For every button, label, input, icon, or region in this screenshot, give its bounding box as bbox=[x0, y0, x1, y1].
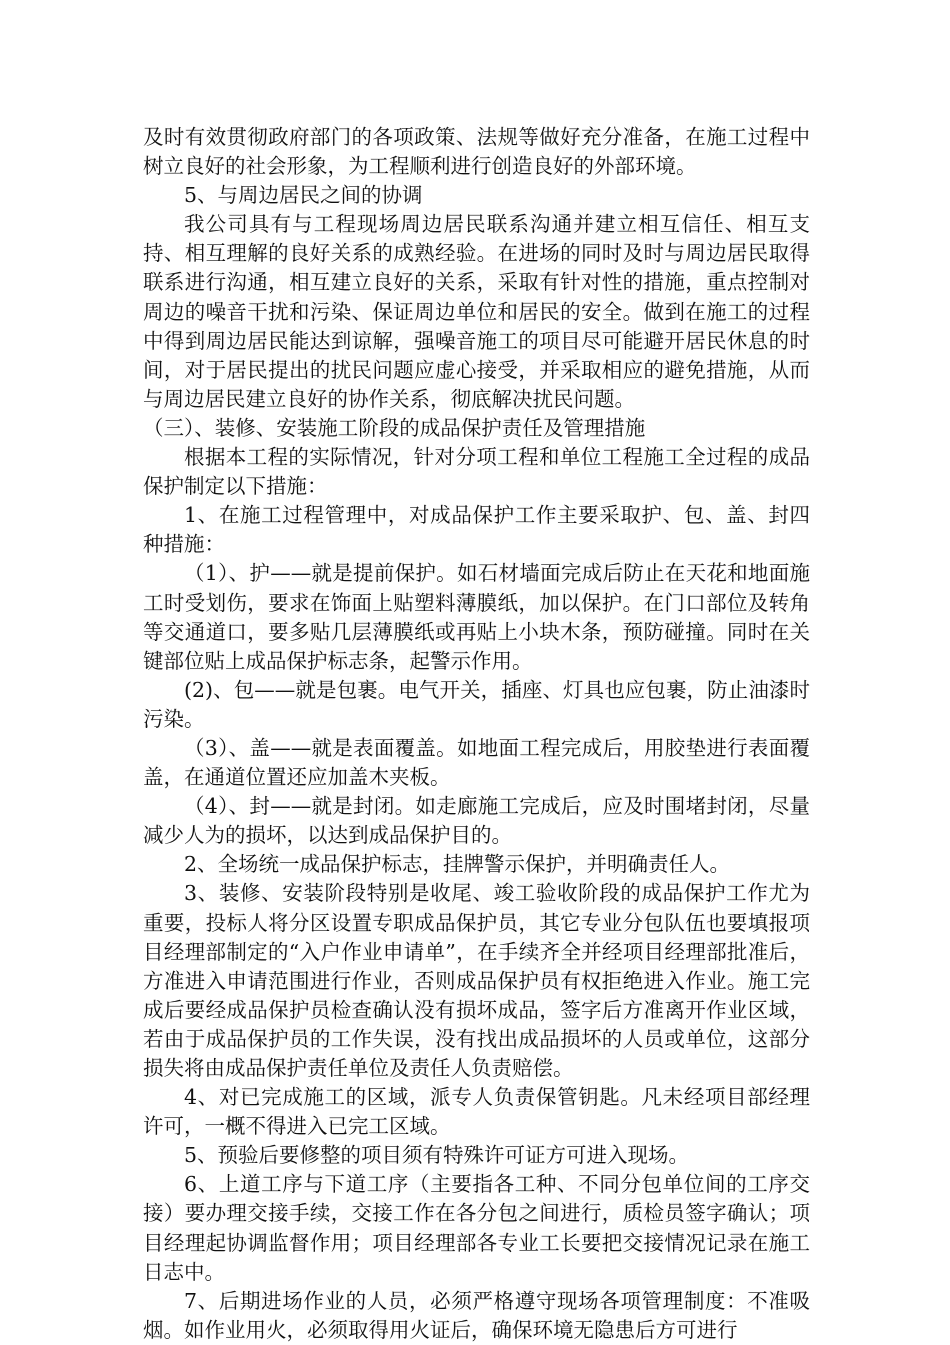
paragraph-item-1: 1、在施工过程管理中，对成品保护工作主要采取护、包、盖、封四种措施： bbox=[143, 503, 810, 557]
paragraph-item-4: 4、对已完成施工的区域，派专人负责保管钥匙。凡未经项目部经理许可，一概不得进入已完工区域。 bbox=[143, 1085, 810, 1139]
subsection-heading-neighbor-coordination: 5、与周边居民之间的协调 bbox=[184, 183, 423, 208]
paragraph-item-1-seal: （4）、封——就是封闭。如走廊施工完成后，应及时围堵封闭，尽量减少人为的损坏，以达到成品保护目的。 bbox=[143, 794, 810, 848]
paragraph-item-1-cover: （3）、盖——就是表面覆盖。如地面工程完成后，用胶垫进行表面覆盖，在通道位置还应加盖木夹板。 bbox=[143, 735, 810, 790]
paragraph-item-6: 6、上道工序与下道工序（主要指各工种、不同分包单位间的工序交接）要办理交接手续，交接工作在各分包之间进行，质检员签字确认；项目经理起协调监督作用；项目经理部各专业工长要把交接情况记录在施工日志中。 bbox=[143, 1172, 810, 1284]
paragraph-item-5: 5、预验后要修整的项目须有特殊许可证方可进入现场。 bbox=[184, 1143, 690, 1168]
document-page bbox=[143, 123, 810, 1345]
paragraph-item-1-protect: （1）、护——就是提前保护。如石材墙面完成后防止在天花和地面施工时受划伤，要求在饰面上贴塑料薄膜纸，加以保护。在门口部位及转角等交通道口，要多贴几层薄膜纸或再贴上小块木条，预防碰撞。同时在关键部位贴上成品保护标志条，起警示作用。 bbox=[143, 561, 810, 673]
paragraph-continuation: 及时有效贯彻政府部门的各项政策、法规等做好充分准备，在施工过程中树立良好的社会形象，为工程顺利进行创造良好的外部环境。 bbox=[143, 125, 810, 179]
paragraph-neighbor-coordination: 我公司具有与工程现场周边居民联系沟通并建立相互信任、相互支持、相互理解的良好关系的成熟经验。在进场的同时及时与周边居民取得联系进行沟通，相互建立良好的关系，采取有针对性的措施，重点控制对周边的噪音干扰和污染、保证周边单位和居民的安全。做到在施工的过程中得到周边居民能达到谅解，强噪音施工的项目尽可能避开居民休息的时间，对于居民提出的扰民问题应虚心接受，并采取相应的避免措施，从而与周边居民建立良好的协作关系，彻底解决扰民问题。 bbox=[143, 212, 810, 411]
paragraph-item-2: 2、全场统一成品保护标志，挂牌警示保护，并明确责任人。 bbox=[184, 852, 731, 877]
paragraph-item-3: 3、装修、安装阶段特别是收尾、竣工验收阶段的成品保护工作尤为重要，投标人将分区设置专职成品保护员，其它专业分包队伍也要填报项目经理部制定的“入户作业申请单”，在手续齐全并经项目经理部批准后，方准进入申请范围进行作业，否则成品保护员有权拒绝进入作业。施工完成后要经成品保护员检查确认没有损坏成品，签字后方准离开作业区域，若由于成品保护员的工作失误，没有找出成品损坏的人员或单位，这部分损失将由成品保护责任单位及责任人负责赔偿。 bbox=[143, 881, 810, 1080]
paragraph-item-1-wrap: (2)、包——就是包裹。电气开关，插座、灯具也应包裹，防止油漆时污染。 bbox=[143, 677, 810, 731]
paragraph-item-7: 7、后期进场作业的人员，必须严格遵守现场各项管理制度：不准吸烟。如作业用火，必须取得用火证后，确保环境无隐患后方可进行 bbox=[143, 1288, 810, 1342]
section-heading-product-protection: （三）、装修、安装施工阶段的成品保护责任及管理措施 bbox=[143, 415, 646, 440]
paragraph-intro-measures: 根据本工程的实际情况，针对分项工程和单位工程施工全过程的成品保护制定以下措施： bbox=[143, 445, 810, 499]
